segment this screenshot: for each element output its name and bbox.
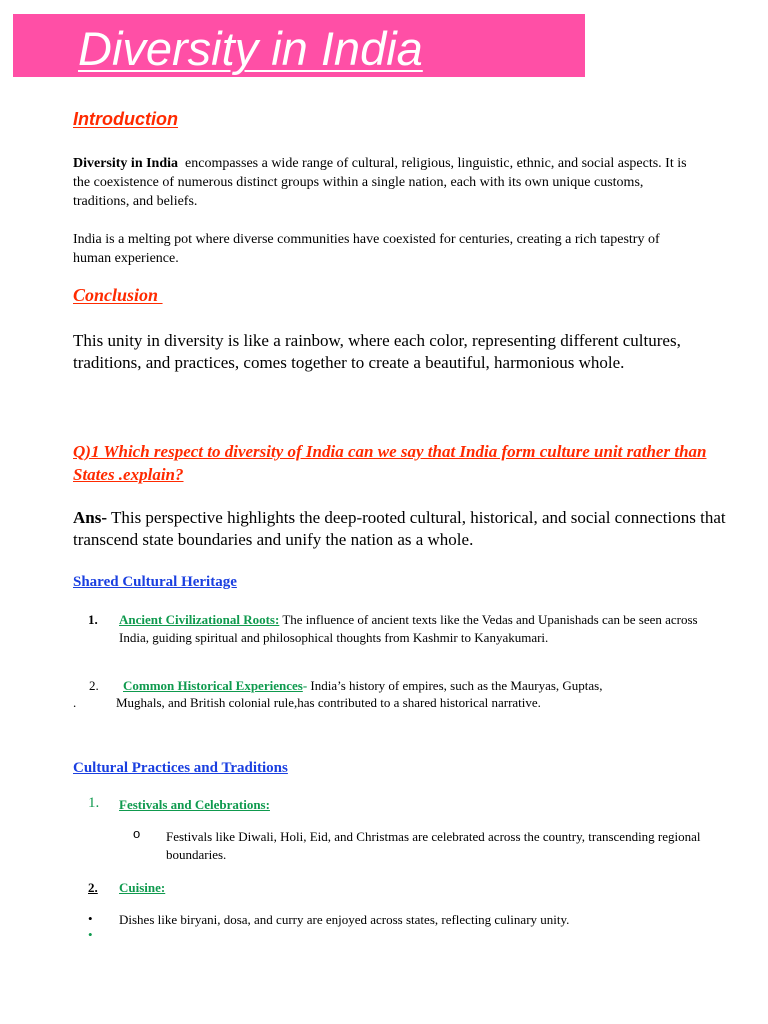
intro-paragraph-1 xyxy=(73,154,693,211)
item-title: Common Historical Experiences xyxy=(123,678,303,693)
intro-lead: Diversity in India xyxy=(73,156,179,171)
practices-heading: Cultural Practices and Traditions xyxy=(73,760,288,776)
stray-period: . xyxy=(73,695,77,710)
shared-heritage-heading: Shared Cultural Heritage xyxy=(73,574,237,590)
cuisine-heading: Cuisine: xyxy=(119,880,166,895)
page-title: Diversity in India xyxy=(78,22,423,75)
answer-label: Ans- xyxy=(73,508,108,527)
cuisine-text: Dishes like biryani, dosa, and curry are enjoyed across states, reflecting culinary unity. xyxy=(119,912,570,927)
empty-bullet: • xyxy=(88,927,93,942)
list-item xyxy=(123,677,723,695)
question-1: Q)1 Which respect to diversity of India can we say that India form culture unit rather than States .explain? xyxy=(73,442,707,484)
festivals-text: Festivals like Diwali, Holi, Eid, and Christmas are celebrated across the country, transcending regional boundaries. xyxy=(166,829,701,862)
conclusion-text: This unity in diversity is like a rainbow, where each color, representing different cultures, traditions, and practices, comes together to create a beautiful, harmonious whole. xyxy=(73,331,681,372)
item-continuation: Mughals, and British colonial rule,has contributed to a shared historical narrative. xyxy=(116,695,541,710)
item-title: Ancient Civilizational Roots: xyxy=(119,612,280,627)
list-number: 1. xyxy=(88,612,98,627)
bullet: • xyxy=(88,911,93,926)
answer-paragraph xyxy=(73,507,733,551)
introduction-heading: Introduction xyxy=(73,109,178,129)
list-number: 1. xyxy=(88,795,100,811)
circle-bullet: o xyxy=(133,826,141,841)
item-dash: - xyxy=(302,678,308,693)
conclusion-heading: Conclusion xyxy=(73,285,163,305)
intro-text: encompasses a wide range of cultural, religious, linguistic, ethnic, and social aspects. It is the coexistence of numerous distinct groups within a single nation, each with its own unique customs, traditions, and beliefs. xyxy=(73,156,691,209)
list-item xyxy=(119,611,719,646)
list-number: 2. xyxy=(89,678,99,693)
answer-text: This perspective highlights the deep-rooted cultural, historical, and social connections that transcend state boundaries and unify the nation as a whole. xyxy=(73,508,730,549)
intro-paragraph-2: India is a melting pot where diverse communities have coexisted for centuries, creating a rich tapestry of human experience. xyxy=(73,232,660,266)
item-text: India’s history of empires, such as the Mauryas, Guptas, xyxy=(307,678,603,693)
list-number: 2. xyxy=(88,880,98,895)
item-text: The influence of ancient texts like the Vedas and Upanishads can be seen across India, guiding spiritual and philosophical thoughts from Kashmir to Kanyakumari. xyxy=(119,612,701,645)
festivals-heading: Festivals and Celebrations: xyxy=(119,797,270,812)
